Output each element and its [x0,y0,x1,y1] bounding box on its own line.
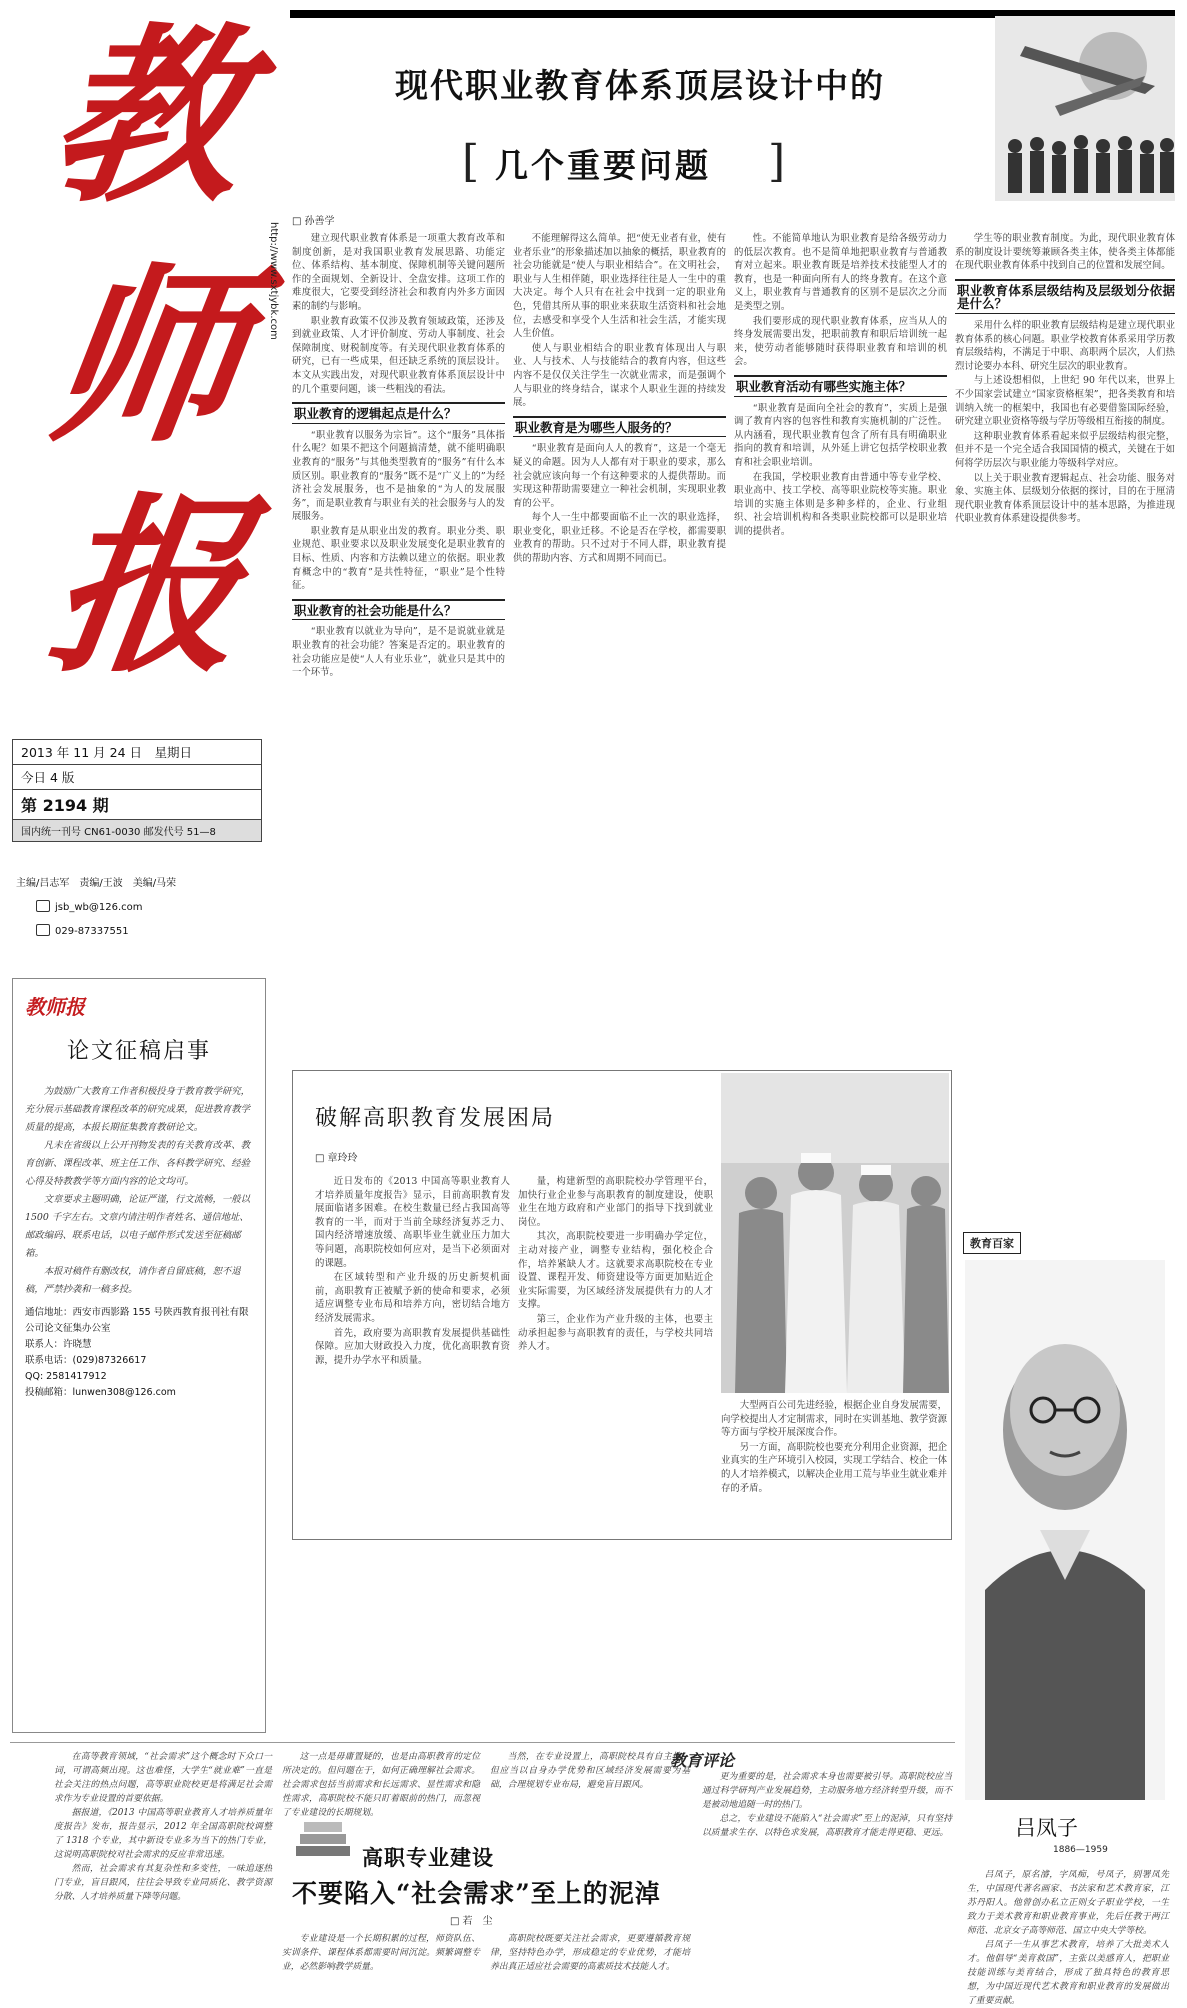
article-paragraph: 学生等的职业教育制度。为此，现代职业教育体系的制度设计要统筹兼顾各类主体，使各类主体都能在现代职业教育体系中找到自己的位置和发展空间。 [955,233,1175,272]
article-paragraph: 专业建设是一个长期积累的过程，师资队伍、实训条件、课程体系都需要时间沉淀。频繁调整专业，必然影响教学质量。 [282,1934,480,1972]
call-contact-info [25,1305,253,1401]
article-paragraph: 这种职业教育体系看起来似乎层级结构很完整，但并不是一个完全适合我国国情的模式，关键在于如何将学历层次与职业能力等级科学对应。 [955,430,1175,469]
masthead [6,5,279,937]
inset-column-1 [315,1175,510,1535]
article-paragraph: 当然，在专业设置上，高职院校具有自主性，但应当以自身办学优势和区域经济发展需要为基础，合理规划专业布局，避免盲目跟风。 [490,1752,690,1790]
profile-lifespan: 1886—1959 [1053,1845,1108,1855]
masthead-char-3: 报 [37,475,259,698]
bottom-column-2b [282,1932,480,1970]
bio-paragraph: 吕凤子一生从事艺术教育，培养了大批美术人才。他倡导“美育救国”，主张以美感育人，把职业技能训练与美育结合，形成了独具特色的教育思想，为中国近现代艺术教育和职业教育的发展做出了重要贡献。 [967,1940,1169,2006]
article-paragraph: 第三，企业作为产业升级的主体，也要主动承担起参与高职教育的责任，与学校共同培养人才。 [518,1313,713,1353]
commentary-label: 教育评论 [670,1751,735,1770]
issue-date: 2013 年 11 月 24 日 星期日 [13,740,261,765]
article-paragraph: 每个人一生中都要面临不止一次的职业选择，职业变化，职业迁移。不论是否在学校，都需要职业教育的帮助。只不过对于不同人群，职业教育提供的帮助内容、方式和周期不同而已。 [513,512,726,565]
call-body [25,1083,253,1299]
main-article-column-4 [955,232,1175,1212]
article-paragraph: 量，构建新型的高职院校办学管理平台，加快行业企业参与高职教育的制度建设，使职业生在地方政府和产业部门的指导下找到就业岗位。 [518,1176,713,1228]
bottom-column-3b [490,1932,690,1970]
call-contact-person: 联系人：许晓慧 [25,1339,92,1350]
bottom-article-subtitle: 不要陷入“社会需求”至上的泥淖 [292,1879,661,1908]
article-paragraph: 首先，政府要为高职教育发展提供基础性保障。应加大财政投入力度，优化高职教育资源，提升办学水平和质量。 [315,1327,510,1366]
call-for-papers-box [12,978,266,1733]
bottom-article-byline: □ 若 尘 [450,1912,492,1927]
bottom-column-2a [282,1750,480,1818]
students-photo [721,1073,949,1393]
article-paragraph: 这一点是毋庸置疑的，也是由高职教育的定位所决定的。但问题在于，如何正确理解社会需求。社会需求包括当前需求和长远需求、显性需求和隐性需求，高职院校不能只盯着眼前的热门，而忽视了专业建设的长期规划。 [282,1752,480,1818]
mail-icon [36,900,50,912]
inset-column-3 [721,1399,947,1535]
article-paragraph: 我们要形成的现代职业教育体系，应当从人的终身发展需要出发，把职前教育和职后培训统一起来，使劳动者能够随时获得职业教育和培训的机会。 [734,315,947,368]
article-paragraph: 在我国，学校职业教育由普通中等专业学校、职业高中、技工学校、高等职业院校等实施。职业培训的实施主体则是多种多样的，企业、行业组织、社会培训机构和各类职业院校都可以是职业培训的提供者。 [734,471,947,537]
profile-badge: 教育百家 [963,1232,1021,1254]
article-paragraph: 近日发布的《2013 中国高等职业教育人才培养质量年度报告》显示，目前高职教育发展面临诸多困难。在校生数量已经占我国高等教育的一半，而对于当前全球经济复苏乏力、国内经济增速放缓、高职毕业生就业压力加大等问题，高职院校如何应对，是当下必须面对的课题。 [315,1176,510,1269]
section-heading: 职业教育的逻辑起点是什么？ [292,402,505,424]
email-address[interactable]: jsb_wb@126.com [55,902,143,913]
bottom-article [10,1742,955,1974]
article-paragraph: 总之，专业建设不能陷入“社会需求”至上的泥淖，只有坚持以质量求生存、以特色求发展，高职教育才能走得更稳、更远。 [702,1814,952,1838]
left-bracket: [ [462,136,480,187]
article-paragraph: 然而，社会需求有其复杂性和多变性，一味追逐热门专业，盲目跟风，往往会导致专业同质化、教学资源分散、人才培养质量下降等问题。 [54,1864,272,1902]
inset-article-box [292,1070,952,1540]
right-bracket: ] [768,136,786,187]
main-article-title: 现代职业教育体系顶层设计中的 [395,66,885,105]
inset-article-byline: □ 章玲玲 [315,1149,357,1164]
profile-name: 吕凤子 [1015,1816,1078,1840]
article-paragraph: 建立现代职业教育体系是一项重大教育改革和制度创新，是对我国职业教育发展思路、功能定位、体系结构、基本制度、保障机制等关键问题所作的全面规划、全新设计、全盘安排。这项工作的难度很大，它要受到经济社会和教育内外多方面因素的制约与影响。 [292,233,505,312]
portrait-photo [965,1260,1165,1800]
article-paragraph: “职业教育是面向全社会的教育”，实质上是强调了教育内容的包容性和教育实施机制的广泛性。从内涵看，现代职业教育包含了所有具有明确职业指向的教育和培训，从外延上讲它包括学校职业教育和社会职业培训。 [734,402,947,468]
main-article-column-3 [734,232,947,1062]
call-paragraph: 为鼓励广大教育工作者积极投身于教育教学研究，充分展示基础教育课程改革的研究成果，促进教育教学质量的提高，本报长期征集教育教研论文。 [25,1086,251,1133]
bottom-article-title: 高职专业建设 [362,1845,494,1870]
call-email[interactable]: 投稿邮箱：lunwen308@126.com [25,1387,176,1398]
masthead-char-1: 教 [37,5,259,228]
books-icon [292,1818,354,1870]
issue-number: 第 2194 期 [13,790,261,820]
call-qq: QQ: 2581417912 [25,1371,107,1382]
article-paragraph: 职业教育政策不仅涉及教育领域政策，还涉及到就业政策、人才评价制度、劳动人事制度、社会保障制度、财税制度等。有关现代职业教育体系的研究，已有一些成果，但还缺乏系统的顶层设计。本文从实践出发，对现代职业教育体系顶层设计中的几个重要问题，谈一些粗浅的看法。 [292,315,505,395]
bottom-column-3a [490,1750,690,1812]
phone-number: 029-87337551 [55,926,129,937]
article-paragraph: 另一方面，高职院校也要充分利用企业资源，把企业真实的生产环境引入校园，实现工学结合、校企一体的人才培养模式，以解决企业用工荒与毕业生就业难并存的矛盾。 [721,1441,947,1494]
article-paragraph: 使人与职业相结合的职业教育体现出人与职业、人与技术、人与技能结合的教育内容，但这些内容不是仅仅关注学生一次就业需求，而是强调个人与职业的终身结合，谋求个人职业生涯的持续发展。 [513,342,726,409]
article-paragraph: 采用什么样的职业教育层级结构是建立现代职业教育体系的核心问题。职业学校教育体系采用学历教育层级结构，不满足于中职、高职两个层次，人们热烈讨论要办本科、研究生层次的职业教育。 [955,319,1175,372]
article-paragraph: “职业教育以服务为宗旨”。这个“服务”具体指什么呢？如果不把这个问题搞清楚，就不能明确职业教育的“服务”与其他类型教育的“服务”有什么本质区别。职业教育的“服务”既不是“广义上的”为经济社会发展服务，也不是抽象的“为人的发展服务”，而是职业教育与职业有关的社会服务与人的发展服务。 [292,429,505,523]
article-paragraph: 不能理解得这么简单。把“使无业者有业，使有业者乐业”的形象描述加以抽象的概括，职业教育的社会功能就是“使人与职业相结合”。在文明社会，职业与人生相伴随，职业选择往往是人一生中的重大决定。每个人只有在社会中找到一定的职业角色，凭借其所从事的职业来获取生活资料和社会地位，去感受和享受个人生活和社会生活，才能实现人生价值。 [513,233,726,340]
publication-codes: 国内统一刊号 CN61-0030 邮发代号 51—8 [13,820,261,841]
call-paragraph: 凡未在省级以上公开刊物发表的有关教育改革、教育创新、课程改革、班主任工作、各科教学研究、经验心得及特教教学等方面内容的论文均可。 [25,1140,251,1187]
article-paragraph: 大型两百公司先进经验，根据企业自身发展需要，向学校提出人才定制需求，同时在实训基地、教学资源等方面与学校开展深度合作。 [721,1400,947,1439]
article-paragraph: 更为重要的是，社会需求本身也需要被引导。高职院校应当通过科学研判产业发展趋势，主动服务地方经济转型升级，而不是被动地追随一时的热门。 [702,1772,952,1810]
article-paragraph: 性。不能简单地认为职业教育是给各级劳动力的低层次教育。也不是简单地把职业教育与普通教育对立起来。职业教育既是培养技术技能型人才的教育，也是一种面向所有人的终身教育。在这个意义上，职业教育与普通教育的区别不是层次之分而是类型之别。 [734,233,947,312]
phone-icon [36,924,50,936]
inset-column-2 [518,1175,713,1535]
section-heading: 职业教育是为哪些人服务的？ [513,416,726,438]
bottom-column-4 [702,1770,952,1970]
call-paragraph: 本报对稿件有删改权，请作者自留底稿，恕不退稿，严禁抄袭和一稿多投。 [25,1266,241,1295]
website-url[interactable]: http://www.sxtjybk.com [268,222,279,340]
article-paragraph: “职业教育是面向人人的教育”，这是一个毫无疑义的命题。因为人人都有对于职业的要求，那么社会就应该向每一个有这种要求的人提供帮助。而实现这种帮助需要建立一种社会机制，实现职业教育的公平。 [513,443,726,509]
call-address: 通信地址：西安市西影路 155 号陕西教育报刊社有限公司论文征集办公室 [25,1307,249,1334]
section-heading: 职业教育体系层级结构及层级划分依据是什么？ [955,279,1175,314]
masthead-char-2: 师 [37,245,259,468]
article-paragraph: 高职院校既要关注社会需求，更要遵循教育规律，坚持特色办学，形成稳定的专业优势，才能培养出真正适应社会需要的高素质技术技能人才。 [490,1934,690,1972]
article-paragraph: 据报道，《2013 中国高等职业教育人才培养质量年度报告》发布，报告显示，2012 年全国高职院校调整了 1318 个专业，其中新设专业多为当下的热门专业，这说明高职院校对社会需求的反应非常迅速。 [54,1808,272,1860]
main-article-byline: □ 孙善学 [292,212,334,227]
section-heading: 职业教育活动有哪些实施主体？ [734,375,947,397]
main-article-column-2 [513,232,726,1062]
article-paragraph: 以上关于职业教育逻辑起点、社会功能、服务对象、实施主体、层级划分依据的探讨，目的在于厘清现代职业教育体系顶层设计中的基本思路，为推进现代职业教育体系建设提供参考。 [955,472,1175,525]
bottom-column-1 [54,1750,272,1970]
divider [10,1742,955,1743]
article-paragraph: 与上述设想相似，上世纪 90 年代以来，世界上不少国家尝试建立“国家资格框架”，把各类教育和培训纳入统一的框架中，我国也有必要借鉴国际经验，研究建立职业资格等级与学历等级相互衔接的制度。 [955,375,1175,428]
editor-credits: 主编/吕志军 责编/王波 美编/马荣 [16,878,177,889]
call-paragraph: 文章要求主题明确，论证严谨，行文流畅，一般以 1500 千字左右。文章内请注明作者姓名、通信地址、邮政编码、联系电话，以电子邮件形式发送至征稿邮箱。 [25,1194,251,1259]
page-count: 今日 4 版 [13,765,261,790]
call-logo: 教师报 [25,995,85,1019]
graduates-crowd-illustration [995,16,1175,201]
call-phone: 联系电话：(029)87326617 [25,1355,147,1366]
article-paragraph: 在高等教育领域，“社会需求”这个概念时下众口一词，可谓高频出现。这也难怪，大学生“就业难”一直是社会关注的热点问题，高等职业院校更是将满足社会需求作为专业设置的首要依据。 [54,1752,272,1804]
issue-info [12,739,262,842]
bio-paragraph: 吕凤子，原名濬，字凤痴，号凤子，别署凤先生，中国现代著名画家、书法家和艺术教育家，江苏丹阳人。他曾创办私立正则女子职业学校，一生致力于美术教育和职业教育事业，先后任教于两江师范、北京女子高等师范、国立中央大学等校。 [967,1870,1169,1936]
email-contact [36,900,143,913]
article-paragraph: 在区域转型和产业升级的历史新契机面前，高职教育正被赋予新的使命和要求，必须适应调整专业布局和培养方向，密切结合地方经济发展需求。 [315,1272,510,1324]
profile-bio [967,1868,1169,2006]
section-heading: 职业教育的社会功能是什么？ [292,599,505,621]
main-article-subtitle: 几个重要问题 [495,146,711,185]
article-paragraph: 其次，高职院校要进一步明确办学定位，主动对接产业，调整专业结构，强化校企合作，培养紧缺人才。这就要求高职院校在专业设置、课程开发、师资建设等方面更加贴近企业实际需要，为区域经济发展提供有力的人才支撑。 [518,1231,713,1311]
main-article-column-1 [292,232,505,1062]
profile-column [955,1220,1175,2006]
article-paragraph: 职业教育是从职业出发的教育。职业分类、职业规范、职业要求以及职业发展变化是职业教育的目标、性质、内容和方法赖以建立的依据。职业教育概念中的“教育”是共性特征，“职业”是个性特征。 [292,525,505,592]
inset-article-title: 破解高职教育发展困局 [315,1106,556,1131]
call-title: 论文征稿启事 [66,1039,211,1064]
phone-contact [36,924,129,937]
main-article-banner [290,10,1175,208]
article-paragraph: “职业教育以就业为导向”，是不是说就业就是职业教育的社会功能？答案是否定的。职业教育的社会功能应是使“人人有业乐业”，就业只是其中的一个环节。 [292,626,505,679]
